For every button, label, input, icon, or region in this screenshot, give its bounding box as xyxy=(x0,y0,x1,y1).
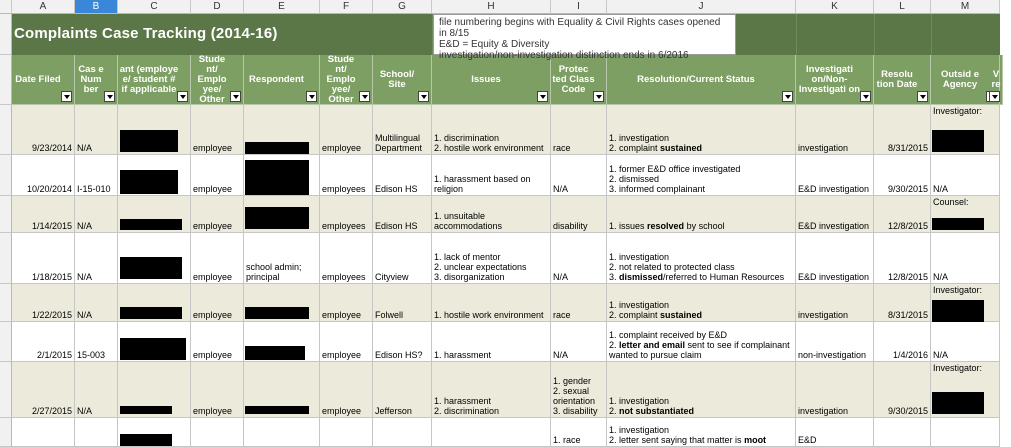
status-line xyxy=(609,435,793,445)
cell-d-row[interactable] xyxy=(191,196,244,233)
cell-j-row[interactable] xyxy=(607,284,796,322)
date-text: 9/23/2014 xyxy=(31,143,72,153)
status-emphasis: letter and email xyxy=(619,340,686,350)
column-title-text: Stude nt/ Emplo yee/ Other xyxy=(326,53,356,105)
cell-h-row[interactable] xyxy=(432,362,551,418)
respondent-type-text: employee xyxy=(322,143,362,153)
column-title-8 xyxy=(551,55,607,105)
issue-line: 2. hostile work environment xyxy=(434,143,544,153)
cell-k-row[interactable] xyxy=(796,105,874,155)
complainant-type-text: employee xyxy=(193,184,233,194)
filter-dropdown-button[interactable] xyxy=(61,91,72,102)
agency-text: N/A xyxy=(933,184,949,194)
column-title-9 xyxy=(607,55,796,105)
cell-m-row[interactable] xyxy=(931,155,1000,196)
column-title-7 xyxy=(432,55,551,105)
issue-line: 1. harassment xyxy=(434,350,492,360)
filter-dropdown-button[interactable] xyxy=(306,91,317,102)
agency-text: N/A xyxy=(933,272,949,282)
agency-text: Counsel: xyxy=(933,197,969,207)
cell-e-row[interactable] xyxy=(244,418,320,447)
cell-f-row[interactable] xyxy=(320,196,373,233)
column-header-d[interactable]: D xyxy=(191,0,244,14)
filter-dropdown-button[interactable] xyxy=(860,91,871,102)
inv-text: E&D xyxy=(798,435,817,445)
filter-dropdown-button[interactable] xyxy=(989,91,1000,102)
site-text: Folwell xyxy=(375,310,404,320)
filter-dropdown-button[interactable] xyxy=(104,91,115,102)
site-text: Edison HS xyxy=(375,221,418,231)
cell-h-row[interactable] xyxy=(432,284,551,322)
status-text: 2. xyxy=(609,340,620,350)
column-title-4 xyxy=(244,55,320,105)
redaction-block xyxy=(120,307,182,319)
cell-l-row[interactable] xyxy=(874,362,931,418)
cell-d-row[interactable] xyxy=(191,233,244,284)
row-header[interactable] xyxy=(0,233,12,284)
redaction-block xyxy=(120,130,178,152)
column-title-text: Respondent xyxy=(249,73,304,85)
site-text: Jefferson xyxy=(375,406,412,416)
redaction-block xyxy=(932,300,984,322)
case-text: 15-003 xyxy=(77,350,106,360)
column-title-10 xyxy=(796,55,874,105)
res-date-text: 9/30/2015 xyxy=(887,406,928,416)
complainant-type-text: employee xyxy=(193,310,233,320)
cell-b-row[interactable] xyxy=(75,196,118,233)
cell-j-row[interactable] xyxy=(607,362,796,418)
column-title-text: Investigati on/Non- Investigati on xyxy=(798,63,861,95)
gridline xyxy=(874,14,875,55)
cell-g-row[interactable] xyxy=(373,362,432,418)
row-header[interactable] xyxy=(0,14,12,55)
status-text: /referred to Human Resources xyxy=(663,272,785,282)
column-title-3 xyxy=(191,55,244,105)
column-title-text: Protec ted Class Code xyxy=(552,63,595,95)
complainant-type-text: employee xyxy=(193,272,233,282)
class-line: N/A xyxy=(553,350,569,360)
cell-h-row[interactable] xyxy=(432,196,551,233)
status-line xyxy=(609,221,793,231)
respondent-type-text: employees xyxy=(322,184,366,194)
column-title-text: Resolu tion Date xyxy=(876,68,918,90)
cell-b-row[interactable] xyxy=(75,233,118,284)
status-line xyxy=(609,184,793,194)
column-header-c[interactable]: C xyxy=(118,0,191,14)
cell-a-row[interactable] xyxy=(12,155,75,196)
status-text: 1. investigation xyxy=(609,396,670,406)
column-title-13 xyxy=(991,55,1003,105)
res-date-text: 12/8/2015 xyxy=(887,221,928,231)
cell-b-row[interactable] xyxy=(75,322,118,362)
cell-g-row[interactable] xyxy=(373,155,432,196)
agency-text: N/A xyxy=(933,350,949,360)
cell-d-row[interactable] xyxy=(191,155,244,196)
status-text: 1. investigation xyxy=(609,300,670,310)
issue-line: 1. lack of mentor xyxy=(434,252,501,262)
redaction-block xyxy=(245,207,309,229)
class-line: 1. gender xyxy=(553,376,592,386)
status-line xyxy=(609,133,793,143)
comment-line: investigation/non-investigation distinction ends in 6/2016 xyxy=(439,50,689,61)
filter-dropdown-button[interactable] xyxy=(230,91,241,102)
column-header-b[interactable]: B xyxy=(75,0,118,14)
redaction-block xyxy=(245,142,309,154)
redaction-block xyxy=(120,257,182,279)
issue-line: 1. discrimination xyxy=(434,133,500,143)
cell-f-row[interactable] xyxy=(320,233,373,284)
status-emphasis: moot xyxy=(744,435,767,445)
case-text: N/A xyxy=(77,143,93,153)
site-text: Edison HS xyxy=(375,184,418,194)
comment-line: file numbering begins with Equality & Civil Rights cases opened in 8/15 xyxy=(439,17,721,39)
respondent-type-text: employee xyxy=(322,350,362,360)
redaction-block xyxy=(245,160,309,195)
column-title-11 xyxy=(874,55,931,105)
status-text: by school xyxy=(684,221,725,231)
column-title-text: Stude nt/ Emplo yee/ Other xyxy=(197,53,227,105)
respondent-type-text: employees xyxy=(322,272,366,282)
cell-m-row[interactable] xyxy=(931,233,1000,284)
cell-a-row[interactable] xyxy=(12,362,75,418)
cell-k-row[interactable] xyxy=(796,284,874,322)
res-date-text: 8/31/2015 xyxy=(887,310,928,320)
cell-l-row[interactable] xyxy=(874,196,931,233)
issue-line: 1. hostile work environment xyxy=(434,310,544,320)
status-emphasis: dismissed xyxy=(619,272,664,282)
class-line: disability xyxy=(553,221,588,231)
status-line xyxy=(609,262,793,272)
column-title-text: ant (employe e/ student # if applicable xyxy=(119,63,179,95)
inv-text: E&D investigation xyxy=(798,221,870,231)
case-text: I-15-010 xyxy=(77,184,111,194)
inv-text: E&D investigation xyxy=(798,272,870,282)
column-title-text: Cas e Num ber xyxy=(78,63,104,95)
row-header[interactable] xyxy=(0,322,12,362)
cell-d-row[interactable] xyxy=(191,322,244,362)
cell-j-row[interactable] xyxy=(607,322,796,362)
cell-d-row[interactable] xyxy=(191,105,244,155)
status-line xyxy=(609,272,793,282)
column-header-j[interactable]: J xyxy=(607,0,796,14)
case-text: N/A xyxy=(77,406,93,416)
cell-a-row[interactable] xyxy=(12,105,75,155)
status-text: 2. xyxy=(609,406,620,416)
redaction-block xyxy=(120,219,182,230)
cell-a-row[interactable] xyxy=(12,196,75,233)
status-emphasis: not substantiated xyxy=(619,406,695,416)
cell-b-row[interactable] xyxy=(75,362,118,418)
row-header[interactable] xyxy=(0,418,12,447)
column-title-text: School/ Site xyxy=(379,68,415,90)
select-all-corner[interactable] xyxy=(0,0,12,14)
inv-text: investigation xyxy=(798,143,849,153)
cell-b-row[interactable] xyxy=(75,284,118,322)
redaction-block xyxy=(932,218,984,230)
cell-i-row[interactable] xyxy=(551,196,607,233)
cell-m-row[interactable] xyxy=(931,322,1000,362)
column-title-0 xyxy=(12,55,75,105)
cell-g-row[interactable] xyxy=(373,418,432,447)
cell-comment-note xyxy=(433,14,736,61)
column-header-h[interactable]: H xyxy=(432,0,551,14)
class-line: race xyxy=(553,143,571,153)
column-header-l[interactable]: L xyxy=(874,0,931,14)
complainant-type-text: employee xyxy=(193,143,233,153)
cell-g-row[interactable] xyxy=(373,196,432,233)
status-line xyxy=(609,300,793,310)
column-header-a[interactable]: A xyxy=(12,0,75,14)
filter-dropdown-button[interactable] xyxy=(359,91,370,102)
cell-g-row[interactable] xyxy=(373,105,432,155)
cell-j-row[interactable] xyxy=(607,155,796,196)
column-title-2 xyxy=(118,55,191,105)
cell-k-row[interactable] xyxy=(796,155,874,196)
cell-a-row[interactable] xyxy=(12,233,75,284)
cell-g-row[interactable] xyxy=(373,233,432,284)
inv-text: non-investigation xyxy=(798,350,867,360)
status-line xyxy=(609,164,793,174)
complainant-type-text: employee xyxy=(193,350,233,360)
inv-text: investigation xyxy=(798,406,849,416)
redaction-block xyxy=(245,406,309,414)
cell-l-row[interactable] xyxy=(874,155,931,196)
column-title-5 xyxy=(320,55,373,105)
cell-j-row[interactable] xyxy=(607,105,796,155)
cell-j-row[interactable] xyxy=(607,196,796,233)
date-text: 1/22/2015 xyxy=(31,310,72,320)
redaction-block xyxy=(120,406,172,414)
cell-l-row[interactable] xyxy=(874,233,931,284)
status-text: 1. investigation xyxy=(609,425,670,435)
cell-a-row[interactable] xyxy=(12,418,75,447)
row-header[interactable] xyxy=(0,284,12,322)
column-header-g[interactable]: G xyxy=(373,0,432,14)
status-text: 1. investigation xyxy=(609,133,670,143)
agency-text: Investigator: xyxy=(933,106,983,116)
cell-i-row[interactable] xyxy=(551,362,607,418)
class-line: N/A xyxy=(553,184,569,194)
respondent-type-text: employees xyxy=(322,221,366,231)
cell-h-row[interactable] xyxy=(432,418,551,447)
class-line: race xyxy=(553,310,571,320)
status-line xyxy=(609,340,793,360)
cell-f-row[interactable] xyxy=(320,155,373,196)
class-line: 3. disability xyxy=(553,406,598,416)
res-date-text: 1/4/2016 xyxy=(892,350,928,360)
date-text: 1/14/2015 xyxy=(31,221,72,231)
row-header[interactable] xyxy=(0,196,12,233)
column-title-1 xyxy=(75,55,118,105)
redaction-block xyxy=(120,338,186,360)
cell-i-row[interactable] xyxy=(551,155,607,196)
issue-line: 3. disorganization xyxy=(434,272,505,282)
date-text: 2/1/2015 xyxy=(36,350,72,360)
column-header-m[interactable]: M xyxy=(931,0,1000,14)
redaction-block xyxy=(120,434,172,446)
cell-i-row[interactable] xyxy=(551,322,607,362)
status-line xyxy=(609,174,793,184)
status-text: 2. complaint xyxy=(609,143,661,153)
case-text: N/A xyxy=(77,221,93,231)
column-header-k[interactable]: K xyxy=(796,0,874,14)
inv-text: investigation xyxy=(798,310,849,320)
cell-k-row[interactable] xyxy=(796,322,874,362)
case-text: N/A xyxy=(77,310,93,320)
complainant-type-text: employee xyxy=(193,221,233,231)
complainant-type-text: employee xyxy=(193,406,233,416)
cell-h-row[interactable] xyxy=(432,155,551,196)
cell-i-row[interactable] xyxy=(551,105,607,155)
filter-dropdown-button[interactable] xyxy=(593,91,604,102)
res-date-text: 9/30/2015 xyxy=(887,184,928,194)
cell-b-row[interactable] xyxy=(75,105,118,155)
status-line xyxy=(609,425,793,435)
cell-b-row[interactable] xyxy=(75,418,118,447)
status-text: 3. xyxy=(609,272,620,282)
class-line: N/A xyxy=(553,272,569,282)
date-text: 1/18/2015 xyxy=(31,272,72,282)
comment-line: E&D = Equity & Diversity xyxy=(439,39,550,50)
column-header-e[interactable]: E xyxy=(244,0,320,14)
cell-d-row[interactable] xyxy=(191,418,244,447)
status-text: 2. not related to protected class xyxy=(609,262,735,272)
agency-text: Investigator: xyxy=(933,285,983,295)
row-header[interactable] xyxy=(0,362,12,418)
status-line xyxy=(609,406,793,416)
redaction-block xyxy=(120,170,178,194)
status-text: 1. issues xyxy=(609,221,648,231)
inv-text: E&D investigation xyxy=(798,184,870,194)
cell-l-row[interactable] xyxy=(874,284,931,322)
cell-i-row[interactable] xyxy=(551,418,607,447)
cell-k-row[interactable] xyxy=(796,362,874,418)
respondent-text: school admin; principal xyxy=(246,262,302,282)
column-header-f[interactable]: F xyxy=(320,0,373,14)
cell-k-row[interactable] xyxy=(796,418,874,447)
agency-text: Investigator: xyxy=(933,363,983,373)
case-text: N/A xyxy=(77,272,93,282)
status-emphasis: resolved xyxy=(647,221,685,231)
column-title-text: Outsid e Agency xyxy=(940,68,979,90)
class-line: 2. sexual orientation xyxy=(553,386,596,406)
cell-a-row[interactable] xyxy=(12,284,75,322)
status-text: sent to see if complainant wanted to pursue claim xyxy=(609,340,790,360)
row-header[interactable] xyxy=(0,55,12,105)
status-text: 2. dismissed xyxy=(609,174,660,184)
cell-f-row[interactable] xyxy=(320,284,373,322)
status-text: 1. complaint received by E&D xyxy=(609,330,728,340)
status-text: 1. investigation xyxy=(609,252,670,262)
res-date-text: 12/8/2015 xyxy=(887,272,928,282)
row-header[interactable] xyxy=(0,155,12,196)
issue-line: 2. discrimination xyxy=(434,406,500,416)
cell-h-row[interactable] xyxy=(432,105,551,155)
res-date-text: 8/31/2015 xyxy=(887,143,928,153)
filter-dropdown-button[interactable] xyxy=(782,91,793,102)
cell-j-row[interactable] xyxy=(607,418,796,447)
gridline xyxy=(931,14,932,55)
cell-f-row[interactable] xyxy=(320,362,373,418)
site-text: Edison HS? xyxy=(375,350,423,360)
cell-m-row[interactable] xyxy=(931,418,1000,447)
status-emphasis: sustained xyxy=(660,310,703,320)
column-title-text: V re xyxy=(991,68,1001,90)
cell-j-row[interactable] xyxy=(607,233,796,284)
gridline xyxy=(796,14,797,55)
filter-dropdown-button[interactable] xyxy=(917,91,928,102)
row-header[interactable] xyxy=(0,105,12,155)
class-line: 1. race xyxy=(553,435,581,445)
redaction-block xyxy=(932,130,984,152)
column-header-i[interactable]: I xyxy=(551,0,607,14)
status-text: 3. informed complainant xyxy=(609,184,706,194)
issue-line: 1. harassment xyxy=(434,396,492,406)
status-line xyxy=(609,330,793,340)
date-text: 2/27/2015 xyxy=(31,406,72,416)
cell-h-row[interactable] xyxy=(432,233,551,284)
cell-i-row[interactable] xyxy=(551,284,607,322)
status-text: 2. complaint xyxy=(609,310,661,320)
filter-dropdown-button[interactable] xyxy=(418,91,429,102)
cell-l-row[interactable] xyxy=(874,322,931,362)
cell-g-row[interactable] xyxy=(373,284,432,322)
cell-g-row[interactable] xyxy=(373,322,432,362)
sheet-title: Complaints Case Tracking (2014-16) xyxy=(14,25,278,42)
issue-line: 1. unsuitable accommodations xyxy=(434,211,503,231)
filter-dropdown-button[interactable] xyxy=(537,91,548,102)
column-title-text: Date Filed xyxy=(15,73,61,85)
cell-f-row[interactable] xyxy=(320,418,373,447)
cell-l-row[interactable] xyxy=(874,418,931,447)
cell-e-row[interactable] xyxy=(244,233,320,284)
status-text: 1. former E&D office investigated xyxy=(609,164,741,174)
status-line xyxy=(609,396,793,406)
site-text: Multilingual Department xyxy=(375,133,423,153)
issue-line: 1. harassment based on religion xyxy=(434,174,531,194)
respondent-type-text: employee xyxy=(322,406,362,416)
site-text: Cityview xyxy=(375,272,409,282)
status-line xyxy=(609,310,793,320)
cell-d-row[interactable] xyxy=(191,284,244,322)
cell-k-row[interactable] xyxy=(796,233,874,284)
cell-l-row[interactable] xyxy=(874,105,931,155)
column-title-6 xyxy=(373,55,432,105)
column-title-text: Issues xyxy=(471,73,501,85)
cell-f-row[interactable] xyxy=(320,322,373,362)
cell-a-row[interactable] xyxy=(12,322,75,362)
cell-f-row[interactable] xyxy=(320,105,373,155)
filter-dropdown-button[interactable] xyxy=(177,91,188,102)
redaction-block xyxy=(932,392,984,414)
cell-d-row[interactable] xyxy=(191,362,244,418)
status-line xyxy=(609,143,793,153)
date-text: 10/20/2014 xyxy=(26,184,72,194)
issue-line: 2. unclear expectations xyxy=(434,262,527,272)
cell-k-row[interactable] xyxy=(796,196,874,233)
status-line xyxy=(609,252,793,262)
status-text: 2. letter sent saying that matter is xyxy=(609,435,745,445)
cell-b-row[interactable] xyxy=(75,155,118,196)
redaction-block xyxy=(245,307,309,319)
respondent-type-text: employee xyxy=(322,310,362,320)
column-title-text: Resolution/Current Status xyxy=(637,73,755,85)
cell-i-row[interactable] xyxy=(551,233,607,284)
status-emphasis: sustained xyxy=(660,143,703,153)
redaction-block xyxy=(245,346,305,360)
cell-h-row[interactable] xyxy=(432,322,551,362)
